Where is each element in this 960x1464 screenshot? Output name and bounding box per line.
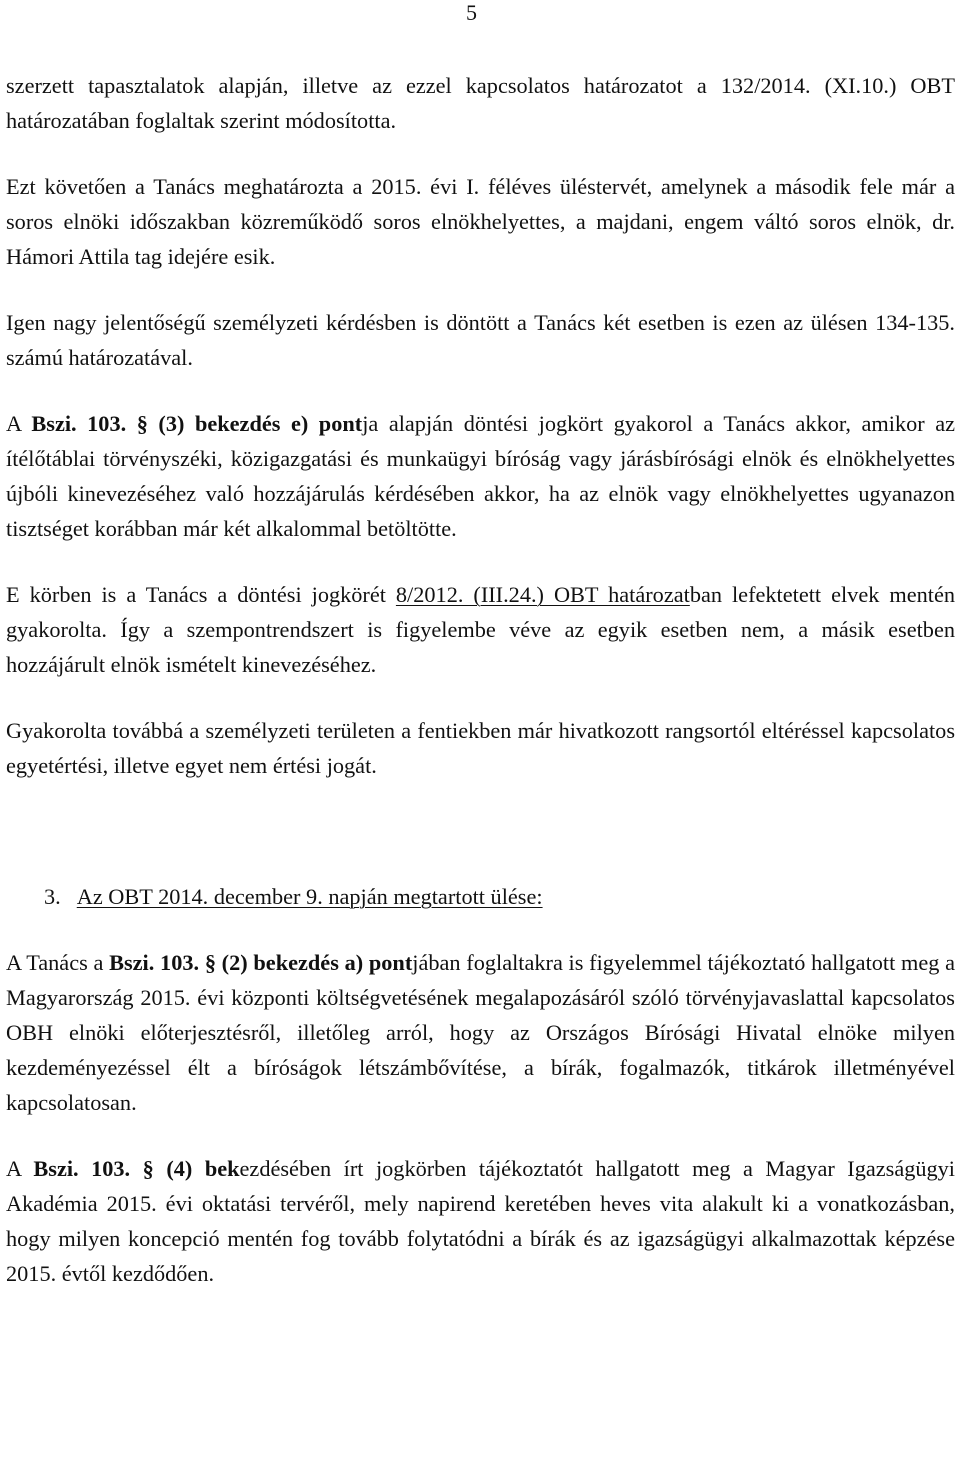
law-reference: Bszi. 103. xyxy=(31,411,127,436)
text-run: A xyxy=(6,411,32,436)
resolution-reference: 8/2012. (III.24.) OBT határozat xyxy=(395,582,690,607)
paragraph-6: Gyakorolta továbbá a személyzeti területen a fentiekben már hivatkozott rangsortól eltéréssel kapcsolatos egyetértési, illetve egyet nem értési jogát. xyxy=(6,718,955,778)
paragraph-8 xyxy=(6,1151,955,1291)
paragraph-1: szerzett tapasztalatok alapján, illetve az ezzel kapcsolatos határozatot a 132/2014. (XI.10.) OBT határozatában foglaltak szerint módosította. xyxy=(6,73,955,133)
page-number: 5 xyxy=(466,0,477,25)
law-reference: Bszi. 103. xyxy=(109,950,200,975)
section-reference: § (2) bekezdés a) pont xyxy=(204,950,413,975)
text-run: ban lefektetett elvek mentén gyakorolta. Így a szempontrendszert is figyelembe véve az egyik esetben nem, a másik esetben hozzájárult elnök ismételt kinevezéséhez. xyxy=(6,582,955,677)
paragraph-2: Ezt követően a Tanács meghatározta a 2015. évi I. féléves üléstervét, amelynek a második fele már a soros elnöki időszakban közreműködő soros elnökhelyettes, a majdani, engem váltó soros elnök, dr. Hámori Attila tag idejére esik. xyxy=(6,174,955,269)
document-body xyxy=(6,68,955,1291)
paragraph-3: Igen nagy jelentőségű személyzeti kérdésben is döntött a Tanács két esetben is ezen az ülésen 134-135. számú határozatával. xyxy=(6,310,955,370)
paragraph-7 xyxy=(6,945,955,1120)
section-number: 3. xyxy=(44,884,61,909)
text-run: E körben is a Tanács a döntési jogkörét xyxy=(6,582,396,607)
text-run: A xyxy=(6,1156,34,1181)
text-run: jában foglaltakra is figyelemmel tájékoztató hallgatott meg a Magyarország 2015. évi központi költségvetésének megalapozásáról szóló törvényjavaslattal kapcsolatos OBH elnöki előterjesztésről, illetőleg arról, hogy az Országos Bírósági Hivatal elnöke milyen kezdeményezéssel élt a bíróságok létszámbővítése, a bírák, fogalmazók, titkárok illetményével kapcsolatosan. xyxy=(6,950,956,1115)
section-reference: § (3) bekezdés e) pont xyxy=(136,411,363,436)
section-reference: § (4) bek xyxy=(142,1156,240,1181)
paragraph-5 xyxy=(6,577,955,682)
law-reference: Bszi. 103. xyxy=(33,1156,131,1181)
section-heading xyxy=(6,879,955,914)
text-run: A Tanács a xyxy=(6,950,110,975)
text-run: ja alapján döntési jogkört gyakorol a Tanács akkor, amikor az ítélőtáblai törvényszéki, közigazgatási és munkaügyi bíróság vagy járásbírósági elnök és elnökhelyettes újbóli kinevezéséhez való hozzájárulás kérdésében akkor, ha az elnök vagy elnökhelyettes ugyanazon tisztséget korábban már két alkalommal betöltötte. xyxy=(6,411,956,541)
text-run: ezdésében írt jogkörben tájékoztatót hallgatott meg a Magyar Igazságügyi Akadémia 2015. évi oktatási tervéről, mely napirend keretében heves vita alakult ki a vonatkozásban, hogy milyen koncepció mentén fog tovább folytatódni a bírák és az igazságügyi alkalmazottak képzése 2015. évtől kezdődően. xyxy=(6,1156,956,1286)
section-title: Az OBT 2014. december 9. napján megtartott ülése: xyxy=(76,884,543,909)
paragraph-4 xyxy=(6,406,955,546)
